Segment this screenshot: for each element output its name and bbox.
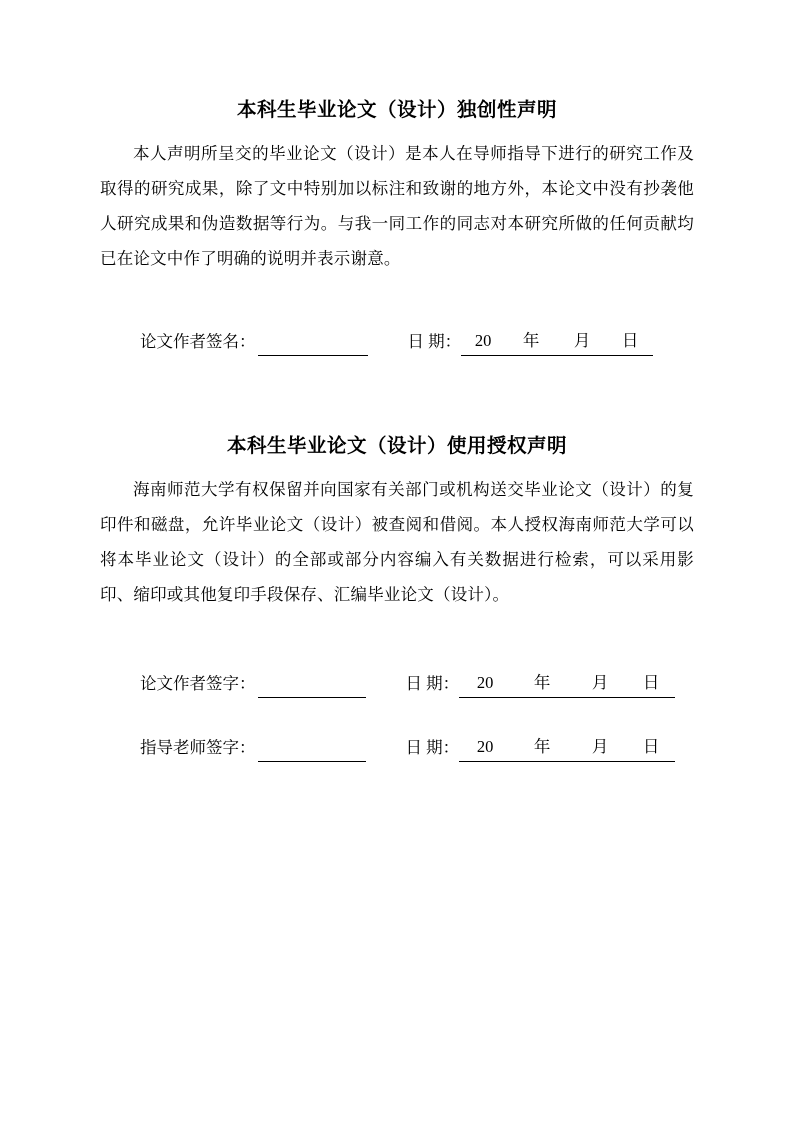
authorization-author-signature-line[interactable] — [258, 677, 366, 698]
spacer-after-authorization — [100, 612, 694, 670]
authorization-title: 本科生毕业论文（设计）使用授权声明 — [226, 435, 567, 457]
authorization-author-date-label: 日 期： — [405, 674, 460, 693]
declaration-paragraph: 本人声明所呈交的毕业论文（设计）是本人在导师指导下进行的研究工作及取得的研究成果，除了文中特别加以标注和致谢的地方外，本论文中没有抄袭他人研究成果和伪造数据等行为。与我一同工作的同志对本研究所做的任何贡献均已在论文中作了明确的说明并表示谢意。 — [100, 144, 694, 268]
declaration-author-signature-line[interactable] — [258, 335, 368, 356]
authorization-author-date-month-unit: 月 — [591, 673, 609, 692]
authorization-advisor-label: 指导老师签字： — [140, 738, 256, 757]
declaration-title: 本科生毕业论文（设计）独创性声明 — [236, 99, 557, 121]
authorization-advisor-signature-line[interactable] — [258, 741, 366, 762]
declaration-date-fields[interactable] — [461, 333, 653, 356]
authorization-advisor-date-label: 日 期： — [405, 738, 460, 757]
authorization-author-label: 论文作者签字： — [140, 674, 256, 693]
authorization-author-date-year-unit: 年 — [533, 673, 551, 692]
authorization-author-row — [100, 670, 694, 698]
authorization-paragraph: 海南师范大学有权保留并向国家有关部门或机构送交毕业论文（设计）的复印件和磁盘，允许毕业论文（设计）被查阅和借阅。本人授权海南师范大学可以将本毕业论文（设计）的全部或部分内容编入有关数据进行检索，可以采用影印、缩印或其他复印手段保存、汇编毕业论文（设计）。 — [100, 480, 694, 604]
declaration-date-label: 日 期： — [407, 332, 462, 351]
authorization-advisor-date-day-unit: 日 — [642, 737, 660, 756]
declaration-date-month-unit: 月 — [573, 331, 591, 350]
spacer-between-sections — [100, 356, 694, 430]
authorization-advisor-date-fields[interactable] — [459, 739, 675, 762]
authorization-advisor-date-year-prefix: 20 — [476, 737, 494, 756]
declaration-date-day-unit: 日 — [621, 331, 639, 350]
authorization-author-date-fields[interactable] — [459, 675, 675, 698]
declaration-date-year-unit: 年 — [522, 331, 540, 350]
authorization-advisor-row — [100, 734, 694, 762]
authorization-author-date-year-prefix: 20 — [476, 673, 494, 692]
declaration-signature-row — [100, 328, 694, 356]
authorization-author-date-day-unit: 日 — [642, 673, 660, 692]
declaration-author-label: 论文作者签名： — [140, 332, 256, 351]
declaration-date-year-prefix: 20 — [474, 331, 492, 350]
authorization-advisor-date-year-unit: 年 — [533, 737, 551, 756]
authorization-advisor-date-month-unit: 月 — [591, 737, 609, 756]
spacer-after-declaration — [100, 276, 694, 328]
